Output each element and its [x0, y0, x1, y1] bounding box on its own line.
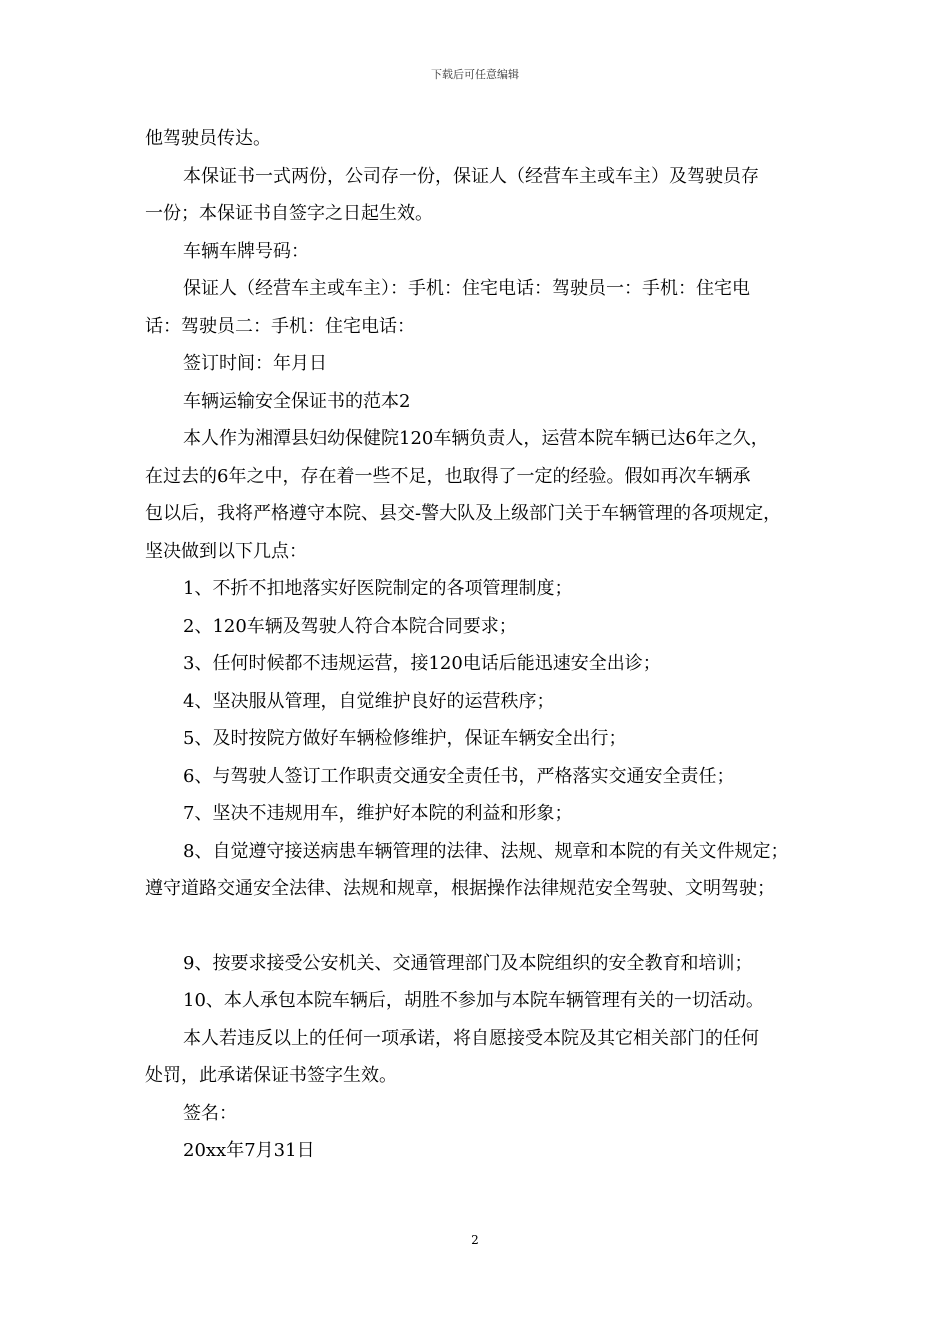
text-line: 签名：	[183, 1102, 237, 1124]
text-line: 坚决做到以下几点：	[145, 540, 307, 562]
text-line: 7、坚决不违规用车，维护好本院的利益和形象；	[183, 803, 573, 824]
text-line: 6、与驾驶人签订工作职责交通安全责任书，严格落实交通安全责任；	[183, 765, 735, 787]
page-header: 下载后可任意编辑	[431, 68, 519, 81]
text-line: 本保证书一式两份，公司存一份，保证人（经营车主或车主）及驾驶员存	[183, 165, 759, 187]
text-line: 2、120车辆及驾驶人符合本院合同要求；	[183, 615, 517, 637]
list-item	[145, 683, 815, 721]
list-item	[145, 982, 815, 1020]
paragraph-commitment	[145, 1020, 815, 1095]
text-line: 他驾驶员传达。	[145, 128, 271, 149]
paragraph-guarantor-contacts	[145, 270, 815, 345]
text-line: 20xx年7月31日	[183, 1140, 315, 1161]
page-number: 2	[471, 1233, 479, 1247]
blank-line	[145, 908, 815, 945]
text-line: 4、坚决服从管理，自觉维护良好的运营秩序；	[183, 690, 555, 712]
text-line: 8、自觉遵守接送病患车辆管理的法律、法规、规章和本院的有关文件规定；	[183, 840, 789, 862]
list-item	[145, 945, 815, 983]
text-line: 本人作为湘潭县妇幼保健院120车辆负责人，运营本院车辆已达6年之久，	[183, 428, 769, 449]
list-item	[145, 833, 815, 908]
text-line: 话：驾驶员二：手机：住宅电话：	[145, 315, 415, 337]
text-line: 处罚，此承诺保证书签字生效。	[145, 1065, 397, 1086]
text-line: 10、本人承包本院车辆后，胡胜不参加与本院车辆管理有关的一切活动。	[183, 990, 764, 1011]
signature-date	[145, 1132, 815, 1170]
list-item	[145, 758, 815, 796]
text-line: 车辆运输安全保证书的范本2	[183, 390, 411, 412]
paragraph-continuation	[145, 120, 815, 158]
text-line: 3、任何时候都不违规运营，接120电话后能迅速安全出诊；	[183, 653, 661, 674]
text-line: 签订时间：年月日	[183, 353, 327, 374]
text-line: 本人若违反以上的任何一项承诺，将自愿接受本院及其它相关部门的任何	[183, 1027, 759, 1049]
list-item	[145, 720, 815, 758]
text-line: 在过去的6年之中，存在着一些不足，也取得了一定的经验。假如再次车辆承	[145, 465, 751, 487]
paragraph-plate-number	[145, 233, 815, 271]
list-item	[145, 795, 815, 833]
section-title	[145, 383, 815, 421]
text-line: 9、按要求接受公安机关、交通管理部门及本院组织的安全教育和培训；	[183, 952, 753, 974]
signature-label	[145, 1095, 815, 1133]
text-line: 保证人（经营车主或车主）：手机：住宅电话：驾驶员一：手机：住宅电	[183, 278, 750, 299]
text-line: 遵守道路交通安全法律、法规和规章，根据操作法律规范安全驾驶、文明驾驶；	[145, 878, 775, 899]
list-item	[145, 608, 815, 646]
text-line: 车辆车牌号码：	[183, 240, 309, 262]
text-line: 一份；本保证书自签字之日起生效。	[145, 203, 433, 224]
list-item	[145, 570, 815, 608]
text-line: 1、不折不扣地落实好医院制定的各项管理制度；	[183, 578, 573, 599]
text-line: 包以后，我将严格遵守本院、县交-警大队及上级部门关于车辆管理的各项规定，	[145, 503, 782, 524]
document-body	[145, 120, 815, 1170]
text-line: 5、及时按院方做好车辆检修维护，保证车辆安全出行；	[183, 728, 627, 749]
list-item	[145, 645, 815, 683]
paragraph-sign-date	[145, 345, 815, 383]
paragraph-copies	[145, 158, 815, 233]
paragraph-intro	[145, 420, 815, 570]
